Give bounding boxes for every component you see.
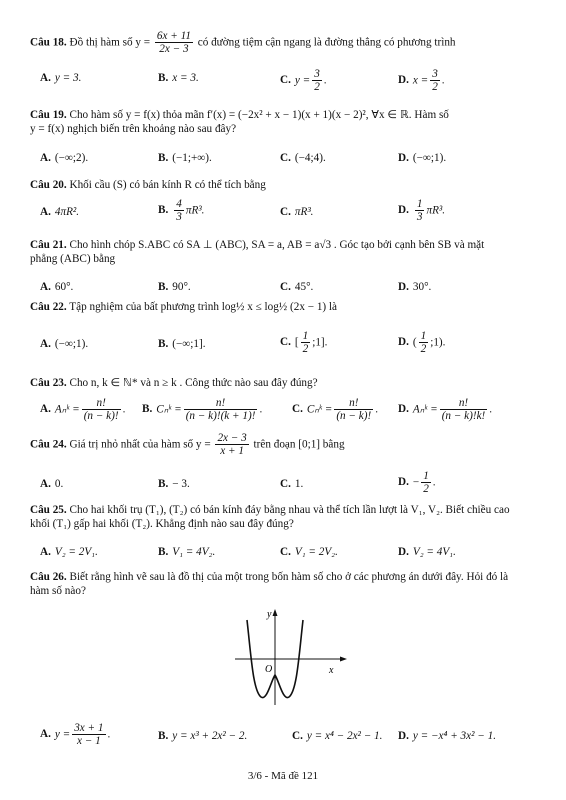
- option-c[interactable]: C. [ $\frac{1}{2}$ ;1].: [280, 330, 328, 356]
- options-22: [30, 330, 540, 356]
- option-d[interactable]: D. 30°.: [398, 281, 432, 293]
- option-b[interactable]: B. − 3.: [158, 478, 190, 490]
- option-c[interactable]: C. y = x⁴ − 2x² − 1.: [292, 730, 383, 742]
- option-a[interactable]: A. y = 3.: [40, 72, 82, 84]
- option-c[interactable]: C. 1.: [280, 478, 304, 490]
- options-24: [30, 470, 540, 496]
- options-18: [30, 68, 540, 94]
- option-a[interactable]: A. (−∞;2).: [40, 152, 89, 164]
- option-a[interactable]: A. 60°.: [40, 281, 74, 293]
- option-d[interactable]: D. x = $\frac{3}{2}$ .: [398, 68, 445, 94]
- question-25: Câu 25. Cho hai khối trụ (T₁), (T₂) có bán kính đáy bằng nhau và thể tích lần lượt là V₁, V₂. Biết chiều cao khối (T₁) gấp hai khối (T₂). Khẳng định nào sau đây đúng?: [30, 504, 510, 530]
- origin-label: O: [265, 664, 273, 675]
- option-c[interactable]: C. 45°.: [280, 281, 314, 293]
- question-18: [30, 30, 540, 56]
- question-21: Câu 21. Cho hình chóp S.ABC có SA ⊥ (ABC), SA = a, AB = a√3 . Góc tạo bởi cạnh bên SB và mặt phẳng (ABC) bằng: [30, 239, 485, 265]
- option-b[interactable]: B. 90°.: [158, 281, 191, 293]
- option-d[interactable]: D. y = −x⁴ + 3x² − 1.: [398, 730, 496, 742]
- option-d[interactable]: D. V₂ = 4V₁.: [398, 546, 456, 558]
- option-a[interactable]: A. Aₙᵏ = $\frac{n!}{(n - k)!}$ .: [40, 397, 126, 423]
- option-c[interactable]: C. πR³.: [280, 206, 314, 218]
- question-26: Câu 26. Biết rằng hình vẽ sau là đồ thị của một trong bốn hàm số cho ở các phương án dưới đây. Hỏi đó là hàm số nào?: [30, 571, 509, 597]
- option-b[interactable]: B. $\frac{4}{3}$ πR³.: [158, 198, 205, 224]
- option-c[interactable]: C. V₁ = 2V₂.: [280, 546, 338, 558]
- option-b[interactable]: B. (−1;+∞).: [158, 152, 212, 164]
- question-label: Câu 18.: [30, 36, 67, 49]
- option-c[interactable]: C. (−4;4).: [280, 152, 326, 164]
- options-20: [30, 198, 540, 224]
- fraction: $\frac{6x + 11}{2x - 3}$: [156, 30, 191, 56]
- options-23: [30, 397, 540, 423]
- question-22: Câu 22. Tập nghiệm của bất phương trình log½ x ≤ log½ (2x − 1) là: [30, 301, 338, 313]
- x-axis-arrow-icon: [340, 657, 347, 662]
- x-axis-label: x: [329, 665, 334, 676]
- option-d[interactable]: D. (−∞;1).: [398, 152, 447, 164]
- question-23: Câu 23. Cho n, k ∈ ℕ* và n ≥ k . Công thức nào sau đây đúng?: [30, 377, 318, 389]
- option-c[interactable]: C. y = $\frac{3}{2}$ .: [280, 68, 327, 94]
- option-b[interactable]: B. y = x³ + 2x² − 2.: [158, 730, 248, 742]
- option-a[interactable]: A. 4πR².: [40, 206, 80, 218]
- question-19: Câu 19. Cho hàm số y = f(x) thỏa mãn f′(x) = (−2x² + x − 1)(x + 1)(x − 2)², ∀x ∈ ℝ. Hàm số y = f(x) nghịch biến trên khoảng nào sau đây?: [30, 109, 449, 135]
- option-d[interactable]: D. ( $\frac{1}{2}$ ;1).: [398, 330, 446, 356]
- option-b[interactable]: B. x = 3.: [158, 72, 199, 84]
- option-a[interactable]: A. V₂ = 2V₁.: [40, 546, 98, 558]
- question-text: có đường tiệm cận ngang là đường thẳng có phương trình: [197, 36, 456, 49]
- function-graph: [225, 605, 350, 715]
- y-axis-label: y: [267, 609, 272, 620]
- option-c[interactable]: C. Cₙᵏ = $\frac{n!}{(n - k)!}$ .: [292, 397, 378, 423]
- options-26: [30, 722, 540, 748]
- option-a[interactable]: A. y = $\frac{3x + 1}{x - 1}$ .: [40, 722, 111, 748]
- option-d[interactable]: D. − $\frac{1}{2}$ .: [398, 470, 436, 496]
- options-19: [30, 152, 540, 174]
- options-25: [30, 546, 540, 568]
- option-b[interactable]: B. V₁ = 4V₂.: [158, 546, 216, 558]
- option-d[interactable]: D. Aₙᵏ = $\frac{n!}{(n - k)!k!}$ .: [398, 397, 493, 423]
- page-footer: 3/6 - Mã đề 121: [247, 770, 319, 782]
- question-20: Câu 20. Khối cầu (S) có bán kính R có thể tích bằng: [30, 179, 266, 191]
- option-d[interactable]: D. $\frac{1}{3}$ πR³.: [398, 198, 446, 224]
- y-axis-arrow-icon: [273, 609, 278, 616]
- option-b[interactable]: B. Cₙᵏ = $\frac{n!}{(n - k)!(k + 1)!}$ .: [142, 397, 263, 423]
- option-b[interactable]: B. (−∞;1].: [158, 338, 206, 350]
- question-text: Đồ thị hàm số y =: [69, 36, 151, 49]
- question-24: Câu 24. Giá trị nhỏ nhất của hàm số y = $\frac{2x - 3}{x + 1}$ trên đoạn [0;1] bằng: [30, 432, 345, 458]
- option-a[interactable]: A. 0.: [40, 478, 64, 490]
- option-a[interactable]: A. (−∞;1).: [40, 338, 89, 350]
